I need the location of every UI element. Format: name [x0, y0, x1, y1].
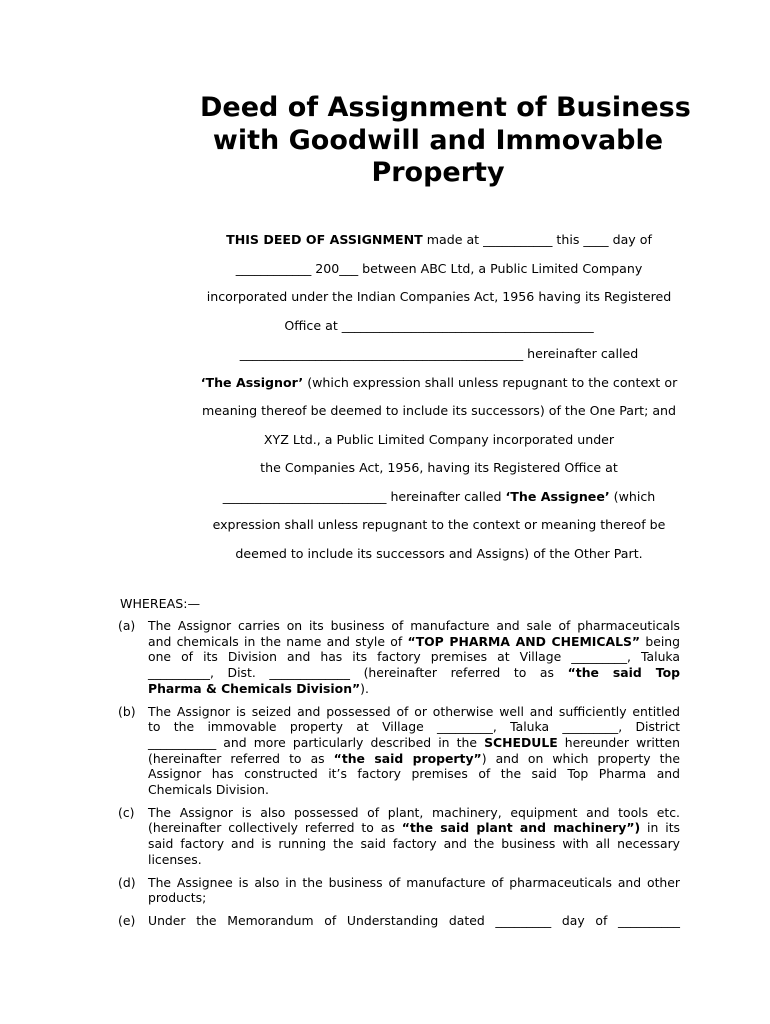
assignor-term: ‘The Assignor’ — [200, 374, 304, 390]
preamble-line: _____________________________________________ hereinafter called — [239, 346, 639, 361]
title-line: with Goodwill and Immovable — [212, 124, 664, 156]
recital-item — [118, 913, 680, 929]
recital-text: The Assignor is seized and possessed of or otherwise well and sufficiently entitled to the immovable property at Village _________, Taluka _________, District ___________ and more particularly described in the SCHEDULE hereunder written (hereinafter referred to as “the said property”) and on which property the Assignor has constructed it’s factory premises of the said Top Pharma and Chemicals Division. — [148, 703, 681, 798]
recital-text: The Assignor carries on its business of manufacture and sale of pharmaceuticals and chemicals in the name and style of “TOP PHARMA AND CHEMICALS” being one of its Division and has its factory premises at Village _________, Taluka __________, Dist. _____________ (hereinafter referred to as “the said Top Pharma & Chemicals Division”). — [148, 618, 680, 696]
recital-text: Under the Memorandum of Understanding dated _________ day of __________ — [148, 912, 680, 928]
recital-label: (a) — [118, 618, 136, 633]
preamble-line: meaning thereof be deemed to include its successors) of the One Part; and — [201, 403, 677, 418]
deed-heading: THIS DEED OF ASSIGNMENT — [226, 232, 423, 247]
preamble-line: incorporated under the Indian Companies Act, 1956 having its Registered — [206, 289, 672, 304]
preamble-line: Office at ________________________________________ — [284, 317, 594, 333]
recital-label: (b) — [118, 703, 136, 719]
document-title — [200, 92, 691, 190]
recital-item — [118, 618, 680, 697]
assignee-term: ‘The Assignee’ — [505, 488, 610, 504]
preamble-line: expression shall unless repugnant to the context or meaning thereof be — [212, 517, 666, 532]
recital-label: (c) — [118, 804, 135, 820]
recital-text: The Assignee is also in the business of manufacture of pharmaceuticals and other products; — [148, 874, 680, 906]
preamble-line: ‘The Assignor’ (which expression shall unless repugnant to the context or — [200, 374, 678, 390]
recital-item — [118, 704, 680, 798]
preamble-line: __________________________ hereinafter called ‘The Assignee’ (which — [222, 488, 656, 504]
recital-label: (d) — [118, 874, 136, 890]
recital-label: (e) — [118, 912, 136, 928]
recital-item — [118, 805, 680, 868]
preamble-line: deemed to include its successors and Assigns) of the Other Part. — [235, 545, 643, 561]
recital-list — [118, 618, 680, 936]
title-line: Deed of Assignment of Business — [200, 92, 691, 123]
title-line: Property — [371, 157, 505, 188]
preamble — [198, 226, 680, 568]
preamble-line: the Companies Act, 1956, having its Registered Office at — [260, 460, 618, 475]
preamble-line: XYZ Ltd., a Public Limited Company incorporated under — [263, 431, 615, 447]
preamble-line: THIS DEED OF ASSIGNMENT made at ___________ this ____ day of — [226, 232, 652, 247]
preamble-line: ____________ 200___ between ABC Ltd, a Public Limited Company — [235, 260, 643, 276]
whereas-heading: WHEREAS:— — [120, 596, 201, 611]
recital-text: The Assignor is also possessed of plant, machinery, equipment and tools etc. (hereinafter collectively referred to as “the said plant and machinery”) in its said factory and is running the said factory and the business with all necessary licenses. — [148, 804, 681, 867]
recital-item — [118, 875, 680, 906]
